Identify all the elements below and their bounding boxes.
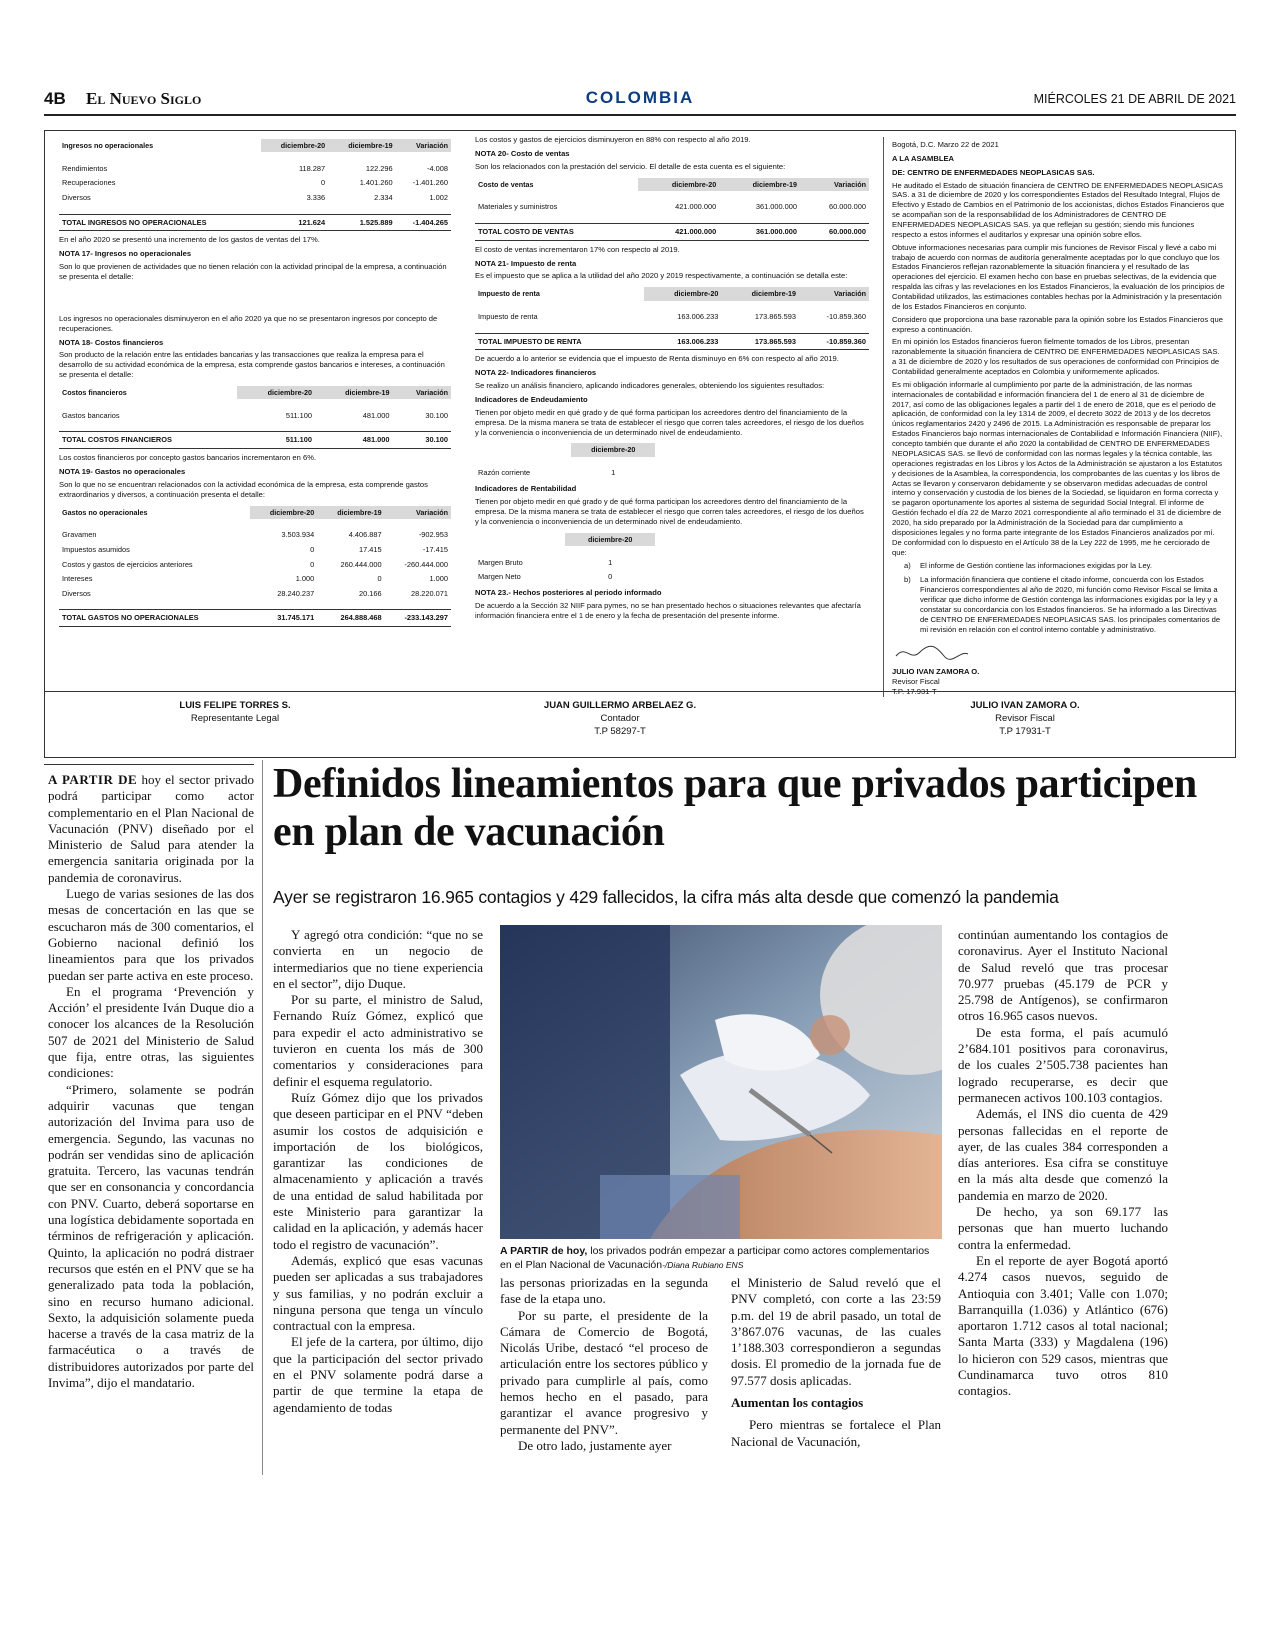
paragraph: De hecho, ya son 69.177 las personas que han muerto luchando contra la enfermedad. (958, 1204, 1168, 1252)
report-date: Bogotá, D.C. Marzo 22 de 2021 (892, 140, 999, 149)
article-column-3 (500, 1275, 708, 1454)
paragraph: Por su parte, el ministro de Salud, Fernando Ruíz Gómez, explicó que para expedir el acto administrativo se tuvieron en cuenta los más de 300 comentarios y consideraciones para definir el esquema regulatorio. (273, 992, 483, 1089)
financial-notes-box (44, 130, 1236, 758)
paragraph: De otro lado, justamente ayer (518, 1437, 672, 1453)
note-heading: Indicadores de Rentabilidad (475, 484, 577, 494)
paragraph: Además, el INS dio cuenta de 429 personas fallecidas en el reporte de ayer, de las cuales 384 corresponden a días anteriores. Esa cifra se constituye en la más alta desde que comenzó la pandemia en marzo de 2020. (958, 1106, 1168, 1203)
ingresos-table: Ingresos no operacionales diciembre-20 diciembre-19 Variación Rendimientos 118.287 122.296 -4.008 Recuperaciones 0 1.401.260 -1.401.260 Diversos 3.336 2.334 1.002 TOTAL INGRESOS NO OPERACIONALES 121.624 1.525.889 -1.404.265 (59, 139, 451, 231)
issue-date: MIÉRCOLES 21 DE ABRIL DE 2021 (1033, 92, 1236, 106)
section-name: COLOMBIA (585, 88, 695, 107)
impuesto-renta-table: Impuesto de renta diciembre-20 diciembre-19 Variación Impuesto de renta 163.006.233 173.865.593 -10.859.360 TOTAL IMPUESTO DE RENTA 163.006.233 173.865.593 -10.859.360 (475, 287, 869, 350)
costos-financieros-table: Costos financieros diciembre-20 diciembre-19 Variación Gastos bancarios 511.100 481.000 30.100 TOTAL COSTOS FINANCIEROS 511.100 481.000 30.100 (59, 386, 451, 449)
note-text: Los costos y gastos de ejercicios disminuyeron en 88% con respecto al año 2019. (475, 135, 751, 144)
column-divider (262, 760, 263, 1475)
report-text: Es mi obligación informarle al cumplimiento por parte de la administración, de las normas internacionales de contabilidad e información financiera del 1 de enero al 31 de diciembre de 2017, así como de las obligaciones legales a partir del 1 de enero de 2018, que es el periodo de aplicación, de conformidad con la ley 1314 de 2009, el decreto 3022 de 2013 y de los decretos únicos reglamentarios 2420 y 2496 de 2015. La Administración es responsable de preparar los Estados Financieros bajo normas internacionales de Contabilidad e Información Financiera (NIIF), concepto también que durante el año 2020 la contabilidad de CENTRO DE ENFERMEDADES NEOPLASICAS SAS. se llevó de conformidad con las normas legales y la técnica contable, las operaciones registradas en los Libros y los Actos de la Administración se ajustaron a los Estatutos y decisiones de la Asamblea, la correspondencia, los comprobantes de las cuentas y los libros de Actas se llevaron y conservaron debidamente y se observaron medidas adecuadas de control interno y conservación y custodia de los bienes de la Sociedad, se liquidaron en forma correcta y se pagaron oportunamente los aportes al sistema de seguridad Social Integral. El informe de Gestión fechado el día 22 de Marzo 2021 correspondiente al año terminado el 31 de diciembre de 2020, ha sido preparado por la Administración de la Sociedad para dar cumplimiento a disposiciones legales y no forma parte integrante de los Estados Financieros analizados por mí. De conformidad con lo dispuesto en el Artículo 38 de la Ley 222 de 1995, me he cerciorado de que: (892, 379, 1223, 557)
note-heading: NOTA 18- Costos financieros (59, 337, 164, 347)
paragraph: Además, explicó que esas vacunas pueden ser aplicadas a sus trabajadores y sus familias, y no podrán excluir a ninguna persona que tenga un vínculo contractual con la empresa. (273, 1252, 483, 1334)
note-text: Los costos financieros por concepto gastos bancarios incrementaron en 6%. (59, 453, 317, 463)
signatures-row (45, 691, 1235, 757)
page-header (44, 86, 1236, 116)
paragraph: De esta forma, el país acumuló 2’684.101 positivos para coronavirus, de los cuales 2’505.738 pacientes han logrado recuperarse, es decir que permanecen activos 100.103 contagios. (958, 1024, 1168, 1105)
razon-corriente-table: diciembre-20 Razón corriente 1 (475, 443, 655, 480)
report-signer-role: Revisor Fiscal (892, 677, 940, 687)
note-heading: NOTA 19- Gastos no operacionales (59, 466, 186, 476)
note-text: Son lo que provienen de actividades que no tienen relación con la actividad principal de la empresa, a continuación se presenta el detalle: (59, 262, 447, 281)
report-signer-tp: T.P. 17.931-T (892, 686, 937, 696)
note-text: De acuerdo a lo anterior se evidencia que el impuesto de Renta disminuyo en 6% con respecto al año 2019. (475, 354, 839, 364)
paragraph: Pero mientras se fortalece el Plan Nacional de Vacunación, (731, 1417, 941, 1449)
note-heading: NOTA 20- Costo de ventas (475, 148, 570, 158)
notes-column-1 (59, 131, 451, 691)
auditor-report-column (883, 137, 1225, 697)
note-text: Se realizo un análisis financiero, aplicando indicadores generales, obteniendo los siguientes resultados: (475, 381, 825, 391)
divider (44, 764, 254, 765)
page-number: 4B (44, 89, 66, 108)
paragraph: las personas priorizadas en la segunda fase de la etapa uno. (500, 1275, 708, 1307)
notes-column-2 (475, 131, 869, 691)
report-text: En mi opinión los Estados financieros fueron fielmente tomados de los Libros, presentan razonablemente la situación financiera de CENTRO DE ENFERMEDADES NEOPLASICAS SAS. a 31 de diciembre de 2020 y los resultados de sus operaciones de conformidad con Principios de Contabilidad generalmente aceptados en Colombia y uniformemente aplicados. (892, 337, 1220, 377)
article-column-1 (48, 772, 254, 1391)
note-text: Son producto de la relación entre las entidades bancarias y las transacciones que realiza la empresa para el desarrollo de su actividad económica de la empresa, esta comprende gastos bancarios e intereses, a continuación se presenta el detalle: (59, 350, 445, 380)
costo-ventas-table: Costo de ventas diciembre-20 diciembre-19 Variación Materiales y suministros 421.000.000 361.000.000 60.000.000 TOTAL COSTO DE VENTAS 421.000.000 361.000.000 60.000.000 (475, 178, 869, 241)
paragraph: el Ministerio de Salud reveló que el PNV completó, con corte a las 23:59 p.m. del 19 de abril pasado, un total de 3’867.076 vacunas, de las cuales 1’188.303 correspondieron a segundas dosis. El promedio de la jornada fue de 97.577 dosis aplicadas. (731, 1275, 941, 1388)
newspaper-logo: El Nuevo Siglo (86, 89, 202, 108)
article-headline: Definidos lineamientos para que privados participen en plan de vacunación (273, 761, 1197, 855)
note-heading: Indicadores de Endeudamiento (475, 394, 588, 404)
note-heading: NOTA 23.- Hechos posteriores al periodo informado (475, 588, 662, 598)
note-text: Los ingresos no operacionales disminuyeron en el año 2020 ya que no se presentaron ingresos por concepto de recuperaciones. (59, 313, 438, 333)
gastos-no-operacionales-table: Gastos no operacionales diciembre-20 diciembre-19 Variación Gravamen 3.503.934 4.406.887 -902.953 Impuestos asumidos 0 17.415 -17.415 Costos y gastos de ejercicios anteriores 0 260.444.000 -260.444.000 Intereses 1.000 0 1.000 Diversos 28.240.237 20.166 28.220.071 TOTAL GASTOS NO OPERACIONALES 31.745.171 264.888.468 -233.143.297 (59, 506, 451, 628)
paragraph: En el reporte de ayer Bogotá aportó 4.274 casos nuevos, seguido de Antioquia con 3.401; Valle con 1.070; Barranquilla (1.036) y Atlántico (676) aportaron 1.712 casos al total nacional; Santa Marta (333) y Magdalena (196) lo hicieron con 529 casos, mientras que Cundinamarca tuvo otros 810 contagios. (958, 1252, 1168, 1399)
report-item-a: a) El informe de Gestión contiene las informaciones exigidas por la Ley. (904, 561, 1153, 571)
note-heading: NOTA 17- Ingresos no operacionales (59, 249, 192, 259)
signature-accountant: JUAN GUILLERMO ARBELAEZ G. Contador T.P 58297-T (543, 700, 697, 737)
subheading: Aumentan los contagios (731, 1395, 864, 1411)
report-text: He auditado el Estado de situación financiera de CENTRO DE ENFERMEDADES NEOPLASICAS SAS. a 31 de diciembre de 2020 y los correspondientes Estados del Resultado Integral, Flujos de Efectivo y Estado de Cambios en el Patrimonio de los accionistas, dichos Estados Financieros que se acompañan son de la responsabilidad de los Administradores de CENTRO DE ENFERMEDADES NEOPLASICAS SAS. ya que reflejan su gestión; siendo mis funciones respecto a estos informes el auditarlos y expresar una opinión sobre ellos. (892, 180, 1225, 239)
paragraph: Y agregó otra condición: “que no se convierta en un negocio de intermediarios que no tiene experiencia en el sector”, dijo Duque. (273, 927, 483, 991)
photo-credit: -/Diana Rubiano ENS (662, 1260, 744, 1270)
note-heading: NOTA 22- Indicadores financieros (475, 368, 597, 378)
note-text: En el año 2020 se presentó una incremento de los gastos de ventas del 17%. (59, 235, 320, 245)
note-text: El costo de ventas incrementaron 17% con respecto al 2019. (475, 244, 680, 254)
note-text: De acuerdo a la Sección 32 NIIF para pymes, no se han presentado hechos o situaciones relevantes que afectaría información financiera entre el 1 de enero y la fecha de presentación del presente informe. (475, 601, 861, 621)
report-text: Obtuve informaciones necesarias para cumplir mis funciones de Revisor Fiscal y llevé a cabo mi trabajo de acuerdo con normas de auditoría generalmente aceptadas por lo que concluyo que los Estados Financieros reflejan razonablemente la situación financiera y el resultado de las operaciones del ejercicio. El examen hecho con base en pruebas selectivas, de la evidencia que respalda las cifras y las revelaciones en los Estados Financieros, la evaluación de los principios de Contabilidad utilizados, las estimaciones contables hechas por la Administración y la presentación de los Estados Financieros en conjunto. (892, 242, 1225, 311)
article-column-5 (958, 927, 1168, 1400)
report-item-b: b) La información financiera que contiene el citado informe, concuerda con los Estados Financieros correspondientes al año de 2020, mi función como Revisor Fiscal se limita a verificar que dicho informe de Gestión contenga las informaciones exigidas por la ley y a constatar su concordancia con los Estados financieros. Se ha informado a las Directivas de CENTRO DE ENFERMEDADES NEOPLASICAS SAS. los principales comentarios de mi revisión en relación con el control interno contable y administrativo. (904, 575, 1221, 634)
paragraph: continúan aumentando los contagios de coronavirus. Ayer el Instituto Nacional de Salud reveló que tras procesar 70.977 pruebas (45.179 de PCR y 25.798 de Antígenos), se confirmaron otros 16.965 casos nuevos. (958, 927, 1168, 1024)
photo-caption: A PARTIR de hoy, los privados podrán empezar a participar como actores complementarios en el Plan Nacional de Vacunación-/Diana Rubiano ENS (500, 1245, 930, 1271)
note-text: Es el impuesto que se aplica a la utilidad del año 2020 y 2019 respectivamente, a continuación se detalla este: (475, 271, 848, 281)
lead-in: A PARTIR DE (48, 772, 138, 787)
paragraph: En el programa ‘Prevención y Acción’ el presidente Iván Duque dio a conocer los alcances de la Resolución 507 de 2021 del Ministerio de Salud que fija, entre otras, las siguientes condiciones: (48, 983, 254, 1081)
note-text: Tienen por objeto medir en qué grado y de qué forma participan los acreedores dentro del financiamiento de la empresa. De la misma manera se trata de establecer el riesgo que corren tales acreedores, el riesgo de los dueños y la conveniencia o inconveniencia de un determinado nivel de endeudamiento. (475, 407, 864, 437)
report-text: Considero que proporciona una base razonable para la opinión sobre los Estados Financieros que expreso a continuación. (892, 314, 1223, 334)
report-company: DE: CENTRO DE ENFERMEDADES NEOPLASICAS SAS. (892, 167, 1095, 177)
note-text: Son los relacionados con la prestación del servicio. El detalle de esta cuenta es el siguiente: (475, 161, 786, 171)
article-subheadline: Ayer se registraron 16.965 contagios y 429 fallecidos, la cifra más alta desde que comenzó la pandemia (273, 887, 1059, 907)
paragraph: hoy el sector privado podrá participar como actor complementario en el Plan Nacional de Vacunación (PNV) diseñado por el Ministerio de Salud para atender la emergencia sanitaria originada por la pandemia de coronavirus. (48, 772, 254, 885)
article-column-2 (273, 927, 483, 1416)
paragraph: Ruíz Gómez dijo que los privados que deseen participar en el PNV “deben asumir los costos de adquisición e importación de los biológicos, garantizar las condiciones de almacenamiento y aplicación a través de una entidad de salud habilitada por este Ministerio para garantizar la calidad en la aplicación, y además hacer todo el registro de vacunación”. (273, 1089, 483, 1252)
paragraph: “Primero, solamente se podrán adquirir vacunas que tengan autorización del Invima para uso de emergencia. Segundo, las vacunas no podrán ser vendidas sino de aplicación gratuita. Tercero, las vacunas tendrán que ser en consonancia y concordancia con PNV. Cuarto, deberá soportarse en una logística debidamente soportada en términos de refrigeración y aplicación. Quinto, la aplicación no podrá distraer recursos que estén en el PNV que se ha generalizado pata toda la población, sino en recurso humano adicional. Sexto, la adquisición solamente pueda hacerse a través de la casa matriz de la farmacéutica o a través de distribuidores autorizados por parte del Invima”, dijo el mandatario. (48, 1081, 254, 1390)
paragraph: El jefe de la cartera, por último, dijo que la participación del sector privado en el PNV solamente podrá darse a partir de que termine la etapa de agendamiento de todas (273, 1334, 483, 1415)
signature-legal-rep: LUIS FELIPE TORRES S. Representante Legal (179, 700, 291, 724)
article-column-4 (731, 1275, 941, 1450)
note-text: Son lo que no se encuentran relacionados con la actividad económica de la empresa, esta comprende gastos extraordinarios y diversos, a continuación presenta el detalle: (59, 479, 428, 499)
paragraph: Luego de varias sesiones de las dos mesas de concertación en las que se escucharon más de 300 comentarios, el Gobierno nacional definió los lineamientos para que los privados puedan ser parte activa en este proceso. (48, 886, 254, 983)
paragraph: Por su parte, el presidente de la Cámara de Comercio de Bogotá, Nicolás Uribe, destacó “el proceso de articulación entre los sectores público y privado para cumplirle al país, como hemos hecho en el pasado, para garantizar el avance progresivo y permanente del PNV”. (500, 1307, 708, 1437)
vaccination-photo (500, 925, 942, 1239)
margen-table: diciembre-20 Margen Bruto 1 Margen Neto 0 (475, 533, 655, 585)
note-text: Tienen por objeto medir en qué grado y de qué forma participan los acreedores dentro del financiamiento de la empresa. De la misma manera se trata de establecer el riesgo que corren tales acreedores, el riesgo de los dueños y la conveniencia o inconveniencia de un determinado nivel de endeudamiento. (475, 497, 864, 526)
signature-scribble (892, 642, 972, 664)
report-signer-name: JULIO IVAN ZAMORA O. (892, 667, 980, 677)
report-addressee: A LA ASAMBLEA (892, 153, 955, 163)
signature-fiscal-auditor: JULIO IVAN ZAMORA O. Revisor Fiscal T.P 17931-T (970, 700, 1080, 737)
note-heading: NOTA 21- Impuesto de renta (475, 258, 577, 268)
